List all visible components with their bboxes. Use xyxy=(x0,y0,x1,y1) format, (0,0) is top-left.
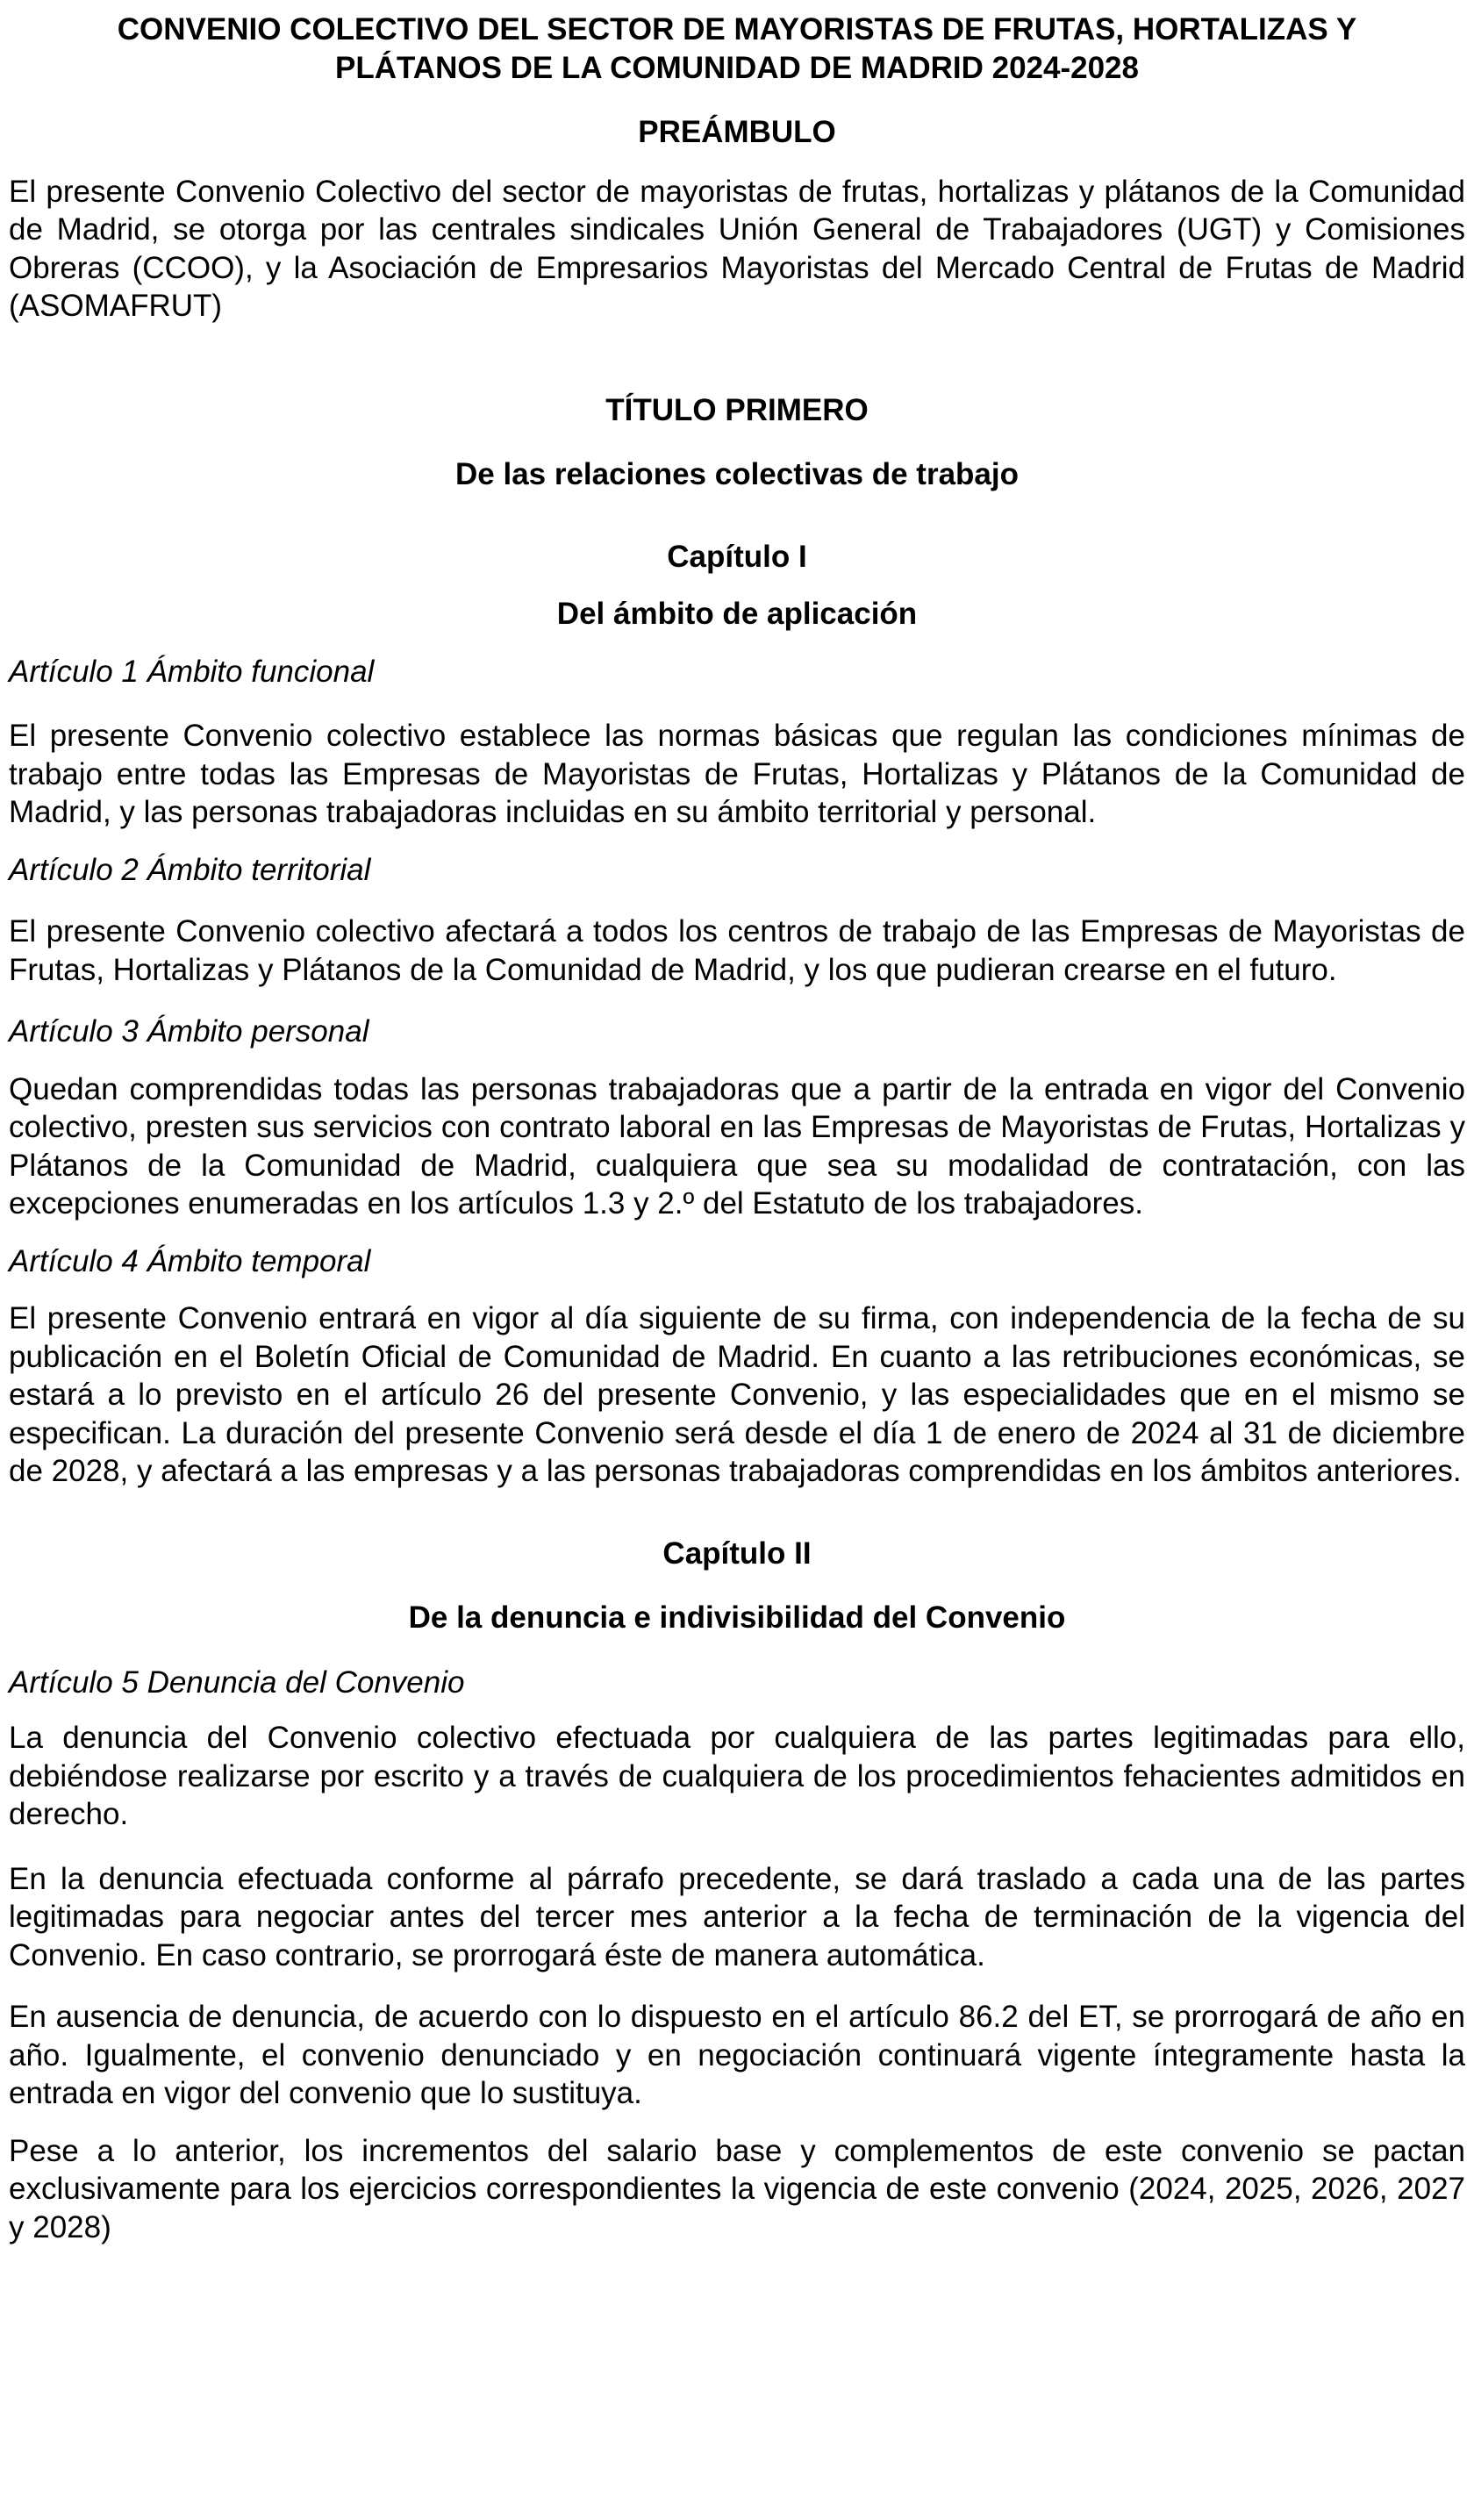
article-2-heading: Artículo 2 Ámbito territorial xyxy=(9,852,371,887)
document-title: CONVENIO COLECTIVO DEL SECTOR DE MAYORISTAS DE FRUTAS, HORTALIZAS Y PLÁTANOS DE LA COMUNIDAD DE MADRID 2024-2028 xyxy=(117,12,1357,85)
paragraph-preambulo: El presente Convenio Colectivo del sector de mayoristas de frutas, hortalizas y plátanos de la Comunidad de Madrid, se otorga por las centrales sindicales Unión General de Trabajadores (UGT) y Comisiones Obreras (CCOO), y la Asociación de Empresarios Mayoristas del Mercado Central de Frutas de Madrid (ASOMAFRUT) xyxy=(9,174,1465,323)
heading-ambito-de-aplicacion: Del ámbito de aplicación xyxy=(556,597,918,631)
article-5-paragraph-4: Pese a lo anterior, los incrementos del salario base y complementos de este convenio se pactan exclusivamente para los ejercicios correspondientes la vigencia de este convenio (2024, 2025, 2026, 2027 y 2028) xyxy=(9,2133,1465,2244)
heading-titulo-primero: TÍTULO PRIMERO xyxy=(605,392,869,427)
article-5-paragraph-3: En ausencia de denuncia, de acuerdo con lo dispuesto en el artículo 86.2 del ET, se prorrogará de año en año. Igualmente, el convenio denunciado y en negociación continuará vigente íntegramente hasta la entrada en vigor del convenio que lo sustituya. xyxy=(9,2000,1465,2110)
article-5-paragraph-2: En la denuncia efectuada conforme al párrafo precedente, se dará traslado a cada una de las partes legitimadas para negociar antes del tercer mes anterior a la fecha de terminación de la vigencia del Convenio. En caso contrario, se prorrogará éste de manera automática. xyxy=(9,1861,1465,1972)
article-4-paragraph: El presente Convenio entrará en vigor al día siguiente de su firma, con independencia de la fecha de su publicación en el Boletín Oficial de Comunidad de Madrid. En cuanto a las retribuciones económicas, se estará a lo previsto en el artículo 26 del presente Convenio, y las especialidades que en el mismo se especifican. La duración del presente Convenio será desde el día 1 de enero de 2024 al 31 de diciembre de 2028, y afectará a las empresas y a las personas trabajadoras comprendidas en los ámbitos anteriores. xyxy=(9,1301,1465,1488)
article-1-paragraph: El presente Convenio colectivo establece las normas básicas que regulan las condiciones mínimas de trabajo entre todas las Empresas de Mayoristas de Frutas, Hortalizas y Plátanos de la Comunidad de Madrid, y las personas trabajadoras incluidas en su ámbito territorial y personal. xyxy=(9,719,1465,829)
article-4-heading: Artículo 4 Ámbito temporal xyxy=(9,1243,371,1278)
heading-capitulo-2: Capítulo II xyxy=(662,1536,812,1571)
heading-capitulo-1: Capítulo I xyxy=(667,539,807,574)
article-2-paragraph: El presente Convenio colectivo afectará a todos los centros de trabajo de las Empresas de Mayoristas de Frutas, Hortalizas y Plátanos de la Comunidad de Madrid, y los que pudieran crearse en el futuro. xyxy=(9,914,1465,987)
article-5-heading: Artículo 5 Denuncia del Convenio xyxy=(9,1664,465,1700)
article-3-paragraph: Quedan comprendidas todas las personas trabajadoras que a partir de la entrada en vigor del Convenio colectivo, presten sus servicios con contrato laboral en las Empresas de Mayoristas de Frutas, Hortalizas y Plátanos de la Comunidad de Madrid, cualquiera que sea su modalidad de contratación, con las excepciones enumeradas en los artículos 1.3 y 2.º del Estatuto de los trabajadores. xyxy=(9,1071,1465,1221)
heading-preambulo: PREÁMBULO xyxy=(638,115,836,149)
heading-relaciones-colectivas: De las relaciones colectivas de trabajo xyxy=(455,457,1019,491)
article-1-heading: Artículo 1 Ámbito funcional xyxy=(9,654,375,689)
article-3-heading: Artículo 3 Ámbito personal xyxy=(9,1014,369,1049)
heading-denuncia-indivisibilidad: De la denuncia e indivisibilidad del Convenio xyxy=(408,1600,1066,1635)
article-5-paragraph-1: La denuncia del Convenio colectivo efectuada por cualquiera de las partes legitimadas para ello, debiéndose realizarse por escrito y a través de cualquiera de los procedimientos fehacientes admitidos en derecho. xyxy=(9,1721,1465,1831)
